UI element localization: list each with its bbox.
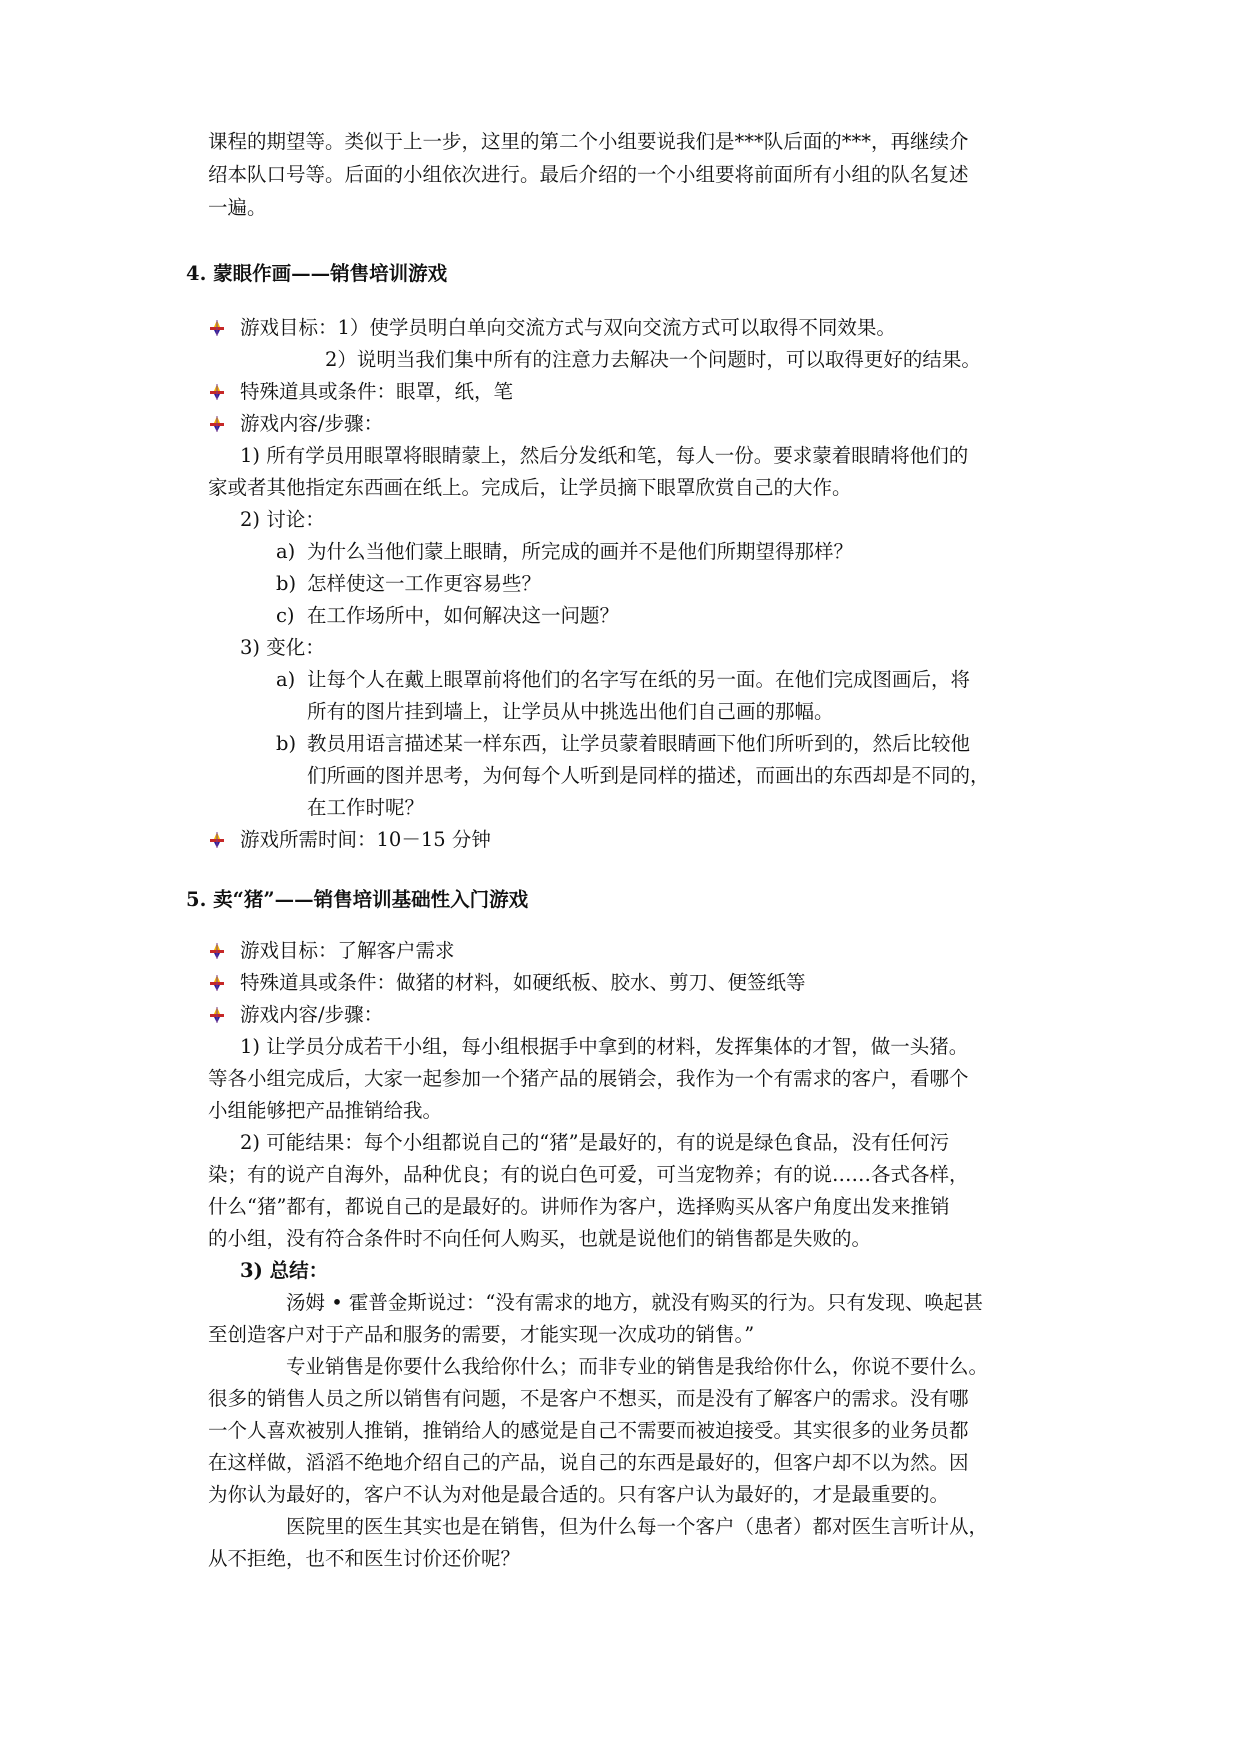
props-text: 特殊道具或条件：眼罩，纸，笔 — [240, 380, 514, 403]
bullet-arrow-icon — [208, 1006, 226, 1024]
s5-step3-label: 3) 总结： — [240, 1259, 329, 1282]
discussion-b-text: 怎样使这一工作更容易些？ — [307, 572, 542, 595]
variation-b-line-2: 们所画的图并思考，为何每个人听到是同样的描述，而画出的东西却是不同的， — [307, 764, 990, 787]
bullet-arrow-icon — [208, 831, 226, 849]
goal-2-text: 2）说明当我们集中所有的注意力去解决一个问题时，可以取得更好的结果。 — [325, 348, 981, 371]
steps-label: 游戏内容/步骤： — [240, 412, 384, 435]
bullet-props-5 — [208, 967, 806, 999]
bullet-arrow-icon — [208, 383, 226, 401]
s4-step2-label: 2) 讨论： — [240, 508, 325, 531]
s5-step2-line-1: 2) 可能结果：每个小组都说自己的“猪”是最好的，有的说是绿色食品，没有任何污 — [240, 1131, 950, 1154]
bullet-arrow-icon — [208, 319, 226, 337]
variation-b-letter: b) — [276, 732, 297, 755]
para3-line-1: 医院里的医生其实也是在销售，但为什么每一个客户（患者）都对医生言听计从， — [286, 1515, 989, 1538]
bullet-arrow-icon — [208, 974, 226, 992]
time-text: 游戏所需时间：10－15 分钟 — [240, 828, 491, 851]
quote-line-2: 至创造客户对于产品和服务的需要，才能实现一次成功的销售。” — [208, 1323, 755, 1346]
bullet-props — [208, 376, 513, 408]
discussion-a-letter: a) — [276, 540, 296, 563]
s4-step1-line-1: 1) 所有学员用眼罩将眼睛蒙上，然后分发纸和笔，每人一份。要求蒙着眼睛将他们的 — [240, 444, 969, 467]
intro-line-2: 绍本队口号等。后面的小组依次进行。最后介绍的一个小组要将前面所有小组的队名复述 — [208, 163, 969, 186]
quote-line-1: 汤姆 • 霍普金斯说过：“没有需求的地方，就没有购买的行为。只有发现、唤起甚 — [286, 1291, 983, 1314]
steps-5-label: 游戏内容/步骤： — [240, 1003, 384, 1026]
s5-step2-line-3: 什么“猪”都有，都说自己的是最好的。讲师作为客户，选择购买从客户角度出发来推销 — [208, 1195, 950, 1218]
bullet-time — [208, 824, 491, 856]
para2-line-1: 专业销售是你要什么我给你什么；而非专业的销售是我给你什么，你说不要什么。 — [286, 1355, 989, 1378]
variation-b-line-1: 教员用语言描述某一样东西，让学员蒙着眼睛画下他们所听到的，然后比较他 — [307, 732, 971, 755]
bullet-steps-5 — [208, 999, 383, 1031]
section-4-heading: 4. 蒙眼作画——销售培训游戏 — [186, 262, 448, 285]
bullet-steps — [208, 408, 383, 440]
discussion-c-text: 在工作场所中，如何解决这一问题？ — [307, 604, 620, 627]
bullet-goal — [208, 312, 896, 344]
para2-line-2: 很多的销售人员之所以销售有问题，不是客户不想买，而是没有了解客户的需求。没有哪 — [208, 1387, 969, 1410]
discussion-c-letter: c) — [276, 604, 295, 627]
section-5-heading: 5. 卖“猪”——销售培训基础性入门游戏 — [186, 888, 529, 911]
bullet-arrow-icon — [208, 942, 226, 960]
goal-text: 游戏目标：1）使学员明白单向交流方式与双向交流方式可以取得不同效果。 — [240, 316, 896, 339]
s5-step2-line-4: 的小组，没有符合条件时不向任何人购买，也就是说他们的销售都是失败的。 — [208, 1227, 872, 1250]
goal-5-text: 游戏目标：了解客户需求 — [240, 939, 455, 962]
variation-a-line-1: 让每个人在戴上眼罩前将他们的名字写在纸的另一面。在他们完成图画后，将 — [307, 668, 971, 691]
s5-step2-line-2: 染；有的说产自海外，品种优良；有的说白色可爱，可当宠物养；有的说……各式各样， — [208, 1163, 969, 1186]
intro-line-1: 课程的期望等。类似于上一步，这里的第二个小组要说我们是***队后面的***，再继续介 — [208, 130, 969, 153]
bullet-goal-5 — [208, 935, 455, 967]
variation-a-line-2: 所有的图片挂到墙上，让学员从中挑选出他们自己画的那幅。 — [307, 700, 834, 723]
intro-line-3: 一遍。 — [208, 196, 267, 219]
para2-line-4: 在这样做，滔滔不绝地介绍自己的产品，说自己的东西是最好的，但客户却不以为然。因 — [208, 1451, 969, 1474]
variation-b-line-3: 在工作时呢？ — [307, 796, 425, 819]
s5-step1-line-1: 1) 让学员分成若干小组，每小组根据手中拿到的材料，发挥集体的才智，做一头猪。 — [240, 1035, 969, 1058]
para2-line-5: 为你认为最好的，客户不认为对他是最合适的。只有客户认为最好的，才是最重要的。 — [208, 1483, 950, 1506]
props-5-text: 特殊道具或条件：做猪的材料，如硬纸板、胶水、剪刀、便签纸等 — [240, 971, 806, 994]
bullet-arrow-icon — [208, 415, 226, 433]
s5-step1-line-2: 等各小组完成后，大家一起参加一个猪产品的展销会，我作为一个有需求的客户，看哪个 — [208, 1067, 969, 1090]
discussion-a-text: 为什么当他们蒙上眼睛，所完成的画并不是他们所期望得那样？ — [307, 540, 854, 563]
para3-line-2: 从不拒绝，也不和医生讨价还价呢？ — [208, 1547, 521, 1570]
s4-step1-line-2: 家或者其他指定东西画在纸上。完成后，让学员摘下眼罩欣赏自己的大作。 — [208, 476, 852, 499]
discussion-b-letter: b) — [276, 572, 297, 595]
s5-step1-line-3: 小组能够把产品推销给我。 — [208, 1099, 443, 1122]
para2-line-3: 一个人喜欢被别人推销，推销给人的感觉是自己不需要而被迫接受。其实很多的业务员都 — [208, 1419, 969, 1442]
s4-step3-label: 3) 变化： — [240, 636, 325, 659]
variation-a-letter: a) — [276, 668, 296, 691]
